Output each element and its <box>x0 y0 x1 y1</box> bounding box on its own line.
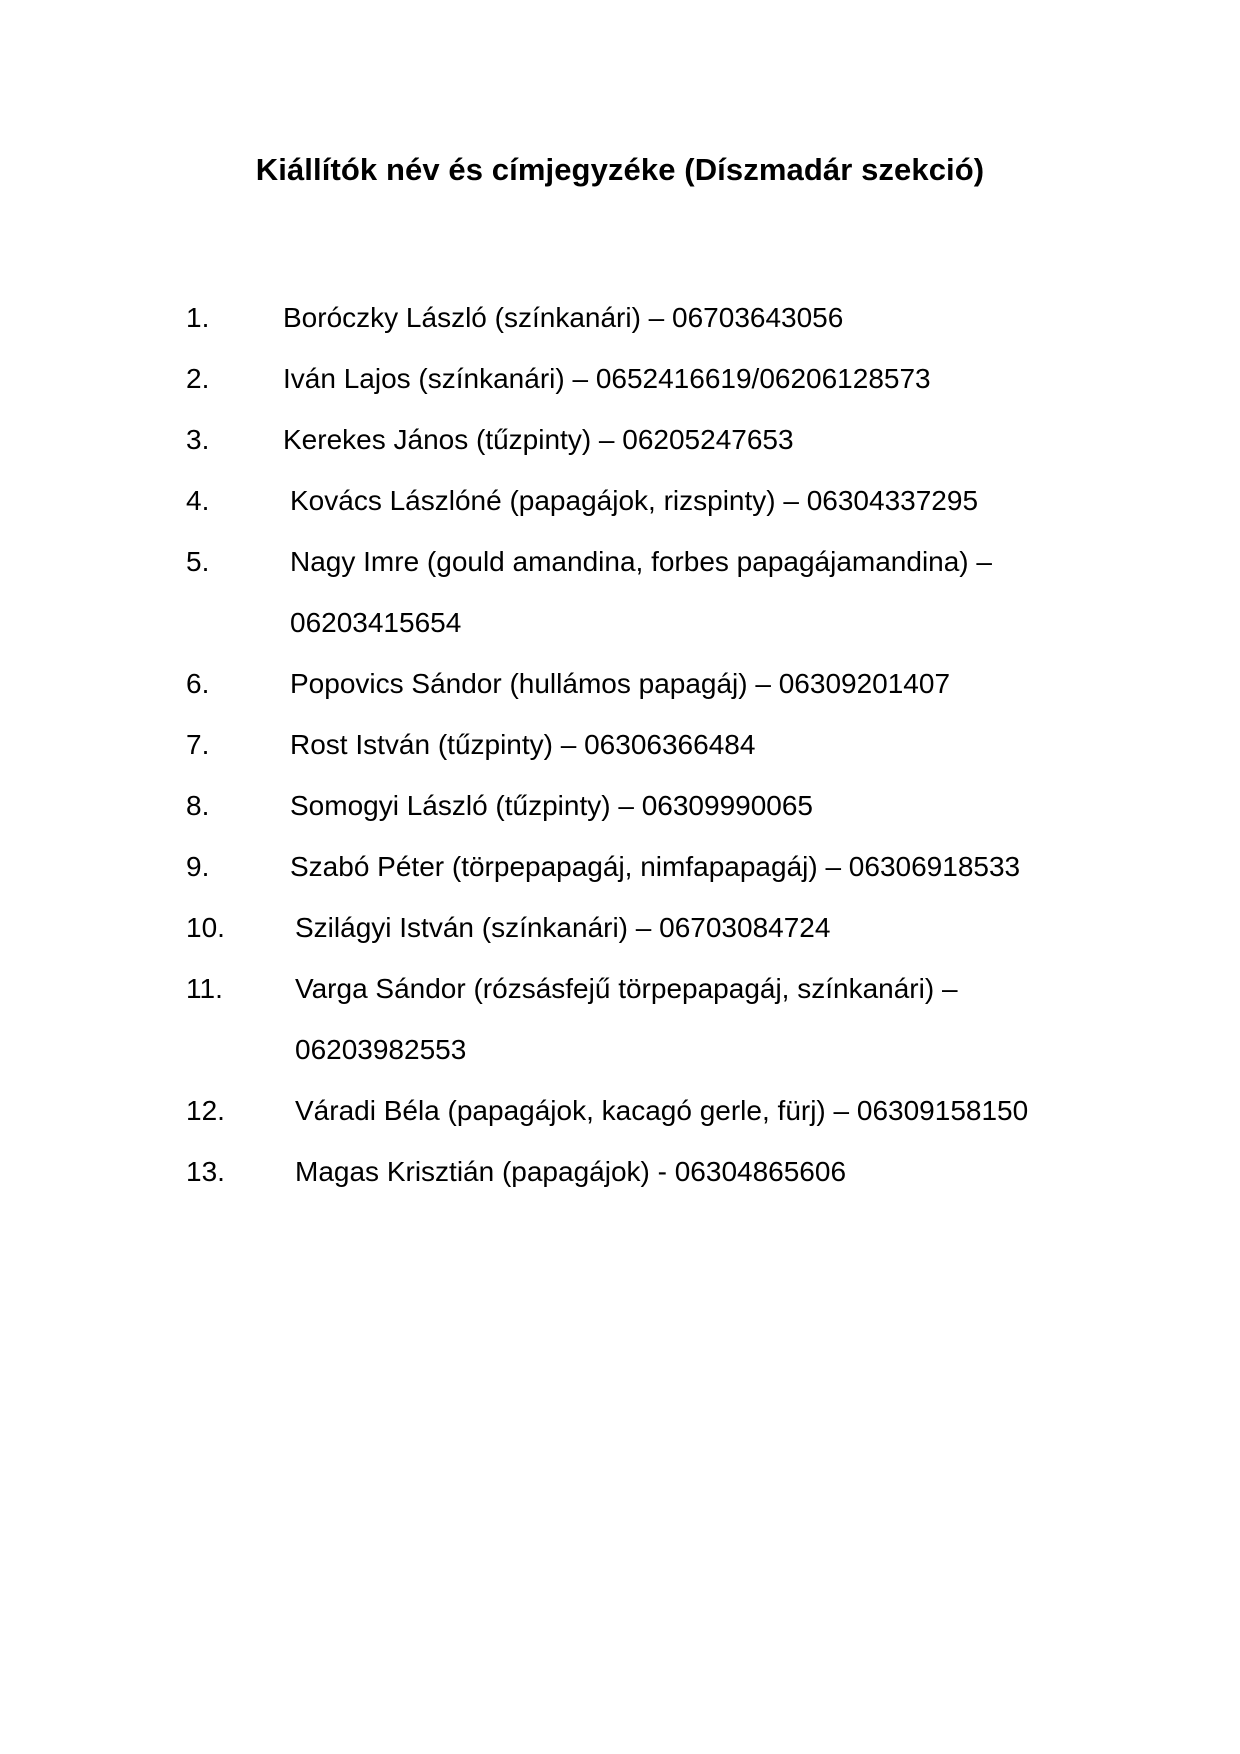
item-text: Popovics Sándor (hullámos papagáj) – 06309201407 <box>290 668 951 699</box>
item-number: 10. <box>186 912 225 943</box>
item-number: 2. <box>186 363 210 394</box>
item-number: 5. <box>186 546 210 577</box>
list-item <box>0 653 1240 714</box>
list-item <box>0 531 1240 653</box>
list-item <box>0 409 1240 470</box>
item-text: Rost István (tűzpinty) – 06306366484 <box>290 729 756 760</box>
item-number: 6. <box>186 668 210 699</box>
item-number: 9. <box>186 851 210 882</box>
item-text: Boróczky László (színkanári) – 06703643056 <box>283 302 844 333</box>
list-item <box>0 348 1240 409</box>
list-item <box>0 470 1240 531</box>
item-text: Somogyi László (tűzpinty) – 06309990065 <box>290 790 814 821</box>
item-number: 11. <box>186 973 223 1004</box>
list-item <box>0 1080 1240 1141</box>
item-number: 4. <box>186 485 210 516</box>
item-text: Szilágyi István (színkanári) – 06703084724 <box>295 912 831 943</box>
document-title: Kiállítók név és címjegyzéke (Díszmadár szekció) <box>255 152 985 187</box>
exhibitor-list <box>0 287 1240 1202</box>
item-text: Szabó Péter (törpepapagáj, nimfapapagáj) – 06306918533 <box>290 851 1021 882</box>
item-text: Nagy Imre (gould amandina, forbes papagájamandina) – 06203415654 <box>290 546 992 638</box>
item-number: 3. <box>186 424 210 455</box>
item-text: Kovács Lászlóné (papagájok, rizspinty) – 06304337295 <box>290 485 979 516</box>
list-item <box>0 897 1240 958</box>
item-number: 12. <box>186 1095 225 1126</box>
item-text: Magas Krisztián (papagájok) - 06304865606 <box>295 1156 847 1187</box>
item-number: 1. <box>186 302 210 333</box>
list-item <box>0 775 1240 836</box>
item-number: 13. <box>186 1156 225 1187</box>
item-number: 8. <box>186 790 210 821</box>
item-text: Kerekes János (tűzpinty) – 06205247653 <box>283 424 794 455</box>
item-text: Iván Lajos (színkanári) – 0652416619/06206128573 <box>283 363 931 394</box>
list-item <box>0 836 1240 897</box>
list-item <box>0 958 1240 1080</box>
item-text: Váradi Béla (papagájok, kacagó gerle, fürj) – 06309158150 <box>295 1095 1029 1126</box>
item-number: 7. <box>186 729 210 760</box>
list-item <box>0 714 1240 775</box>
item-text: Varga Sándor (rózsásfejű törpepapagáj, színkanári) – 06203982553 <box>295 973 958 1065</box>
list-item <box>0 287 1240 348</box>
list-item <box>0 1141 1240 1202</box>
